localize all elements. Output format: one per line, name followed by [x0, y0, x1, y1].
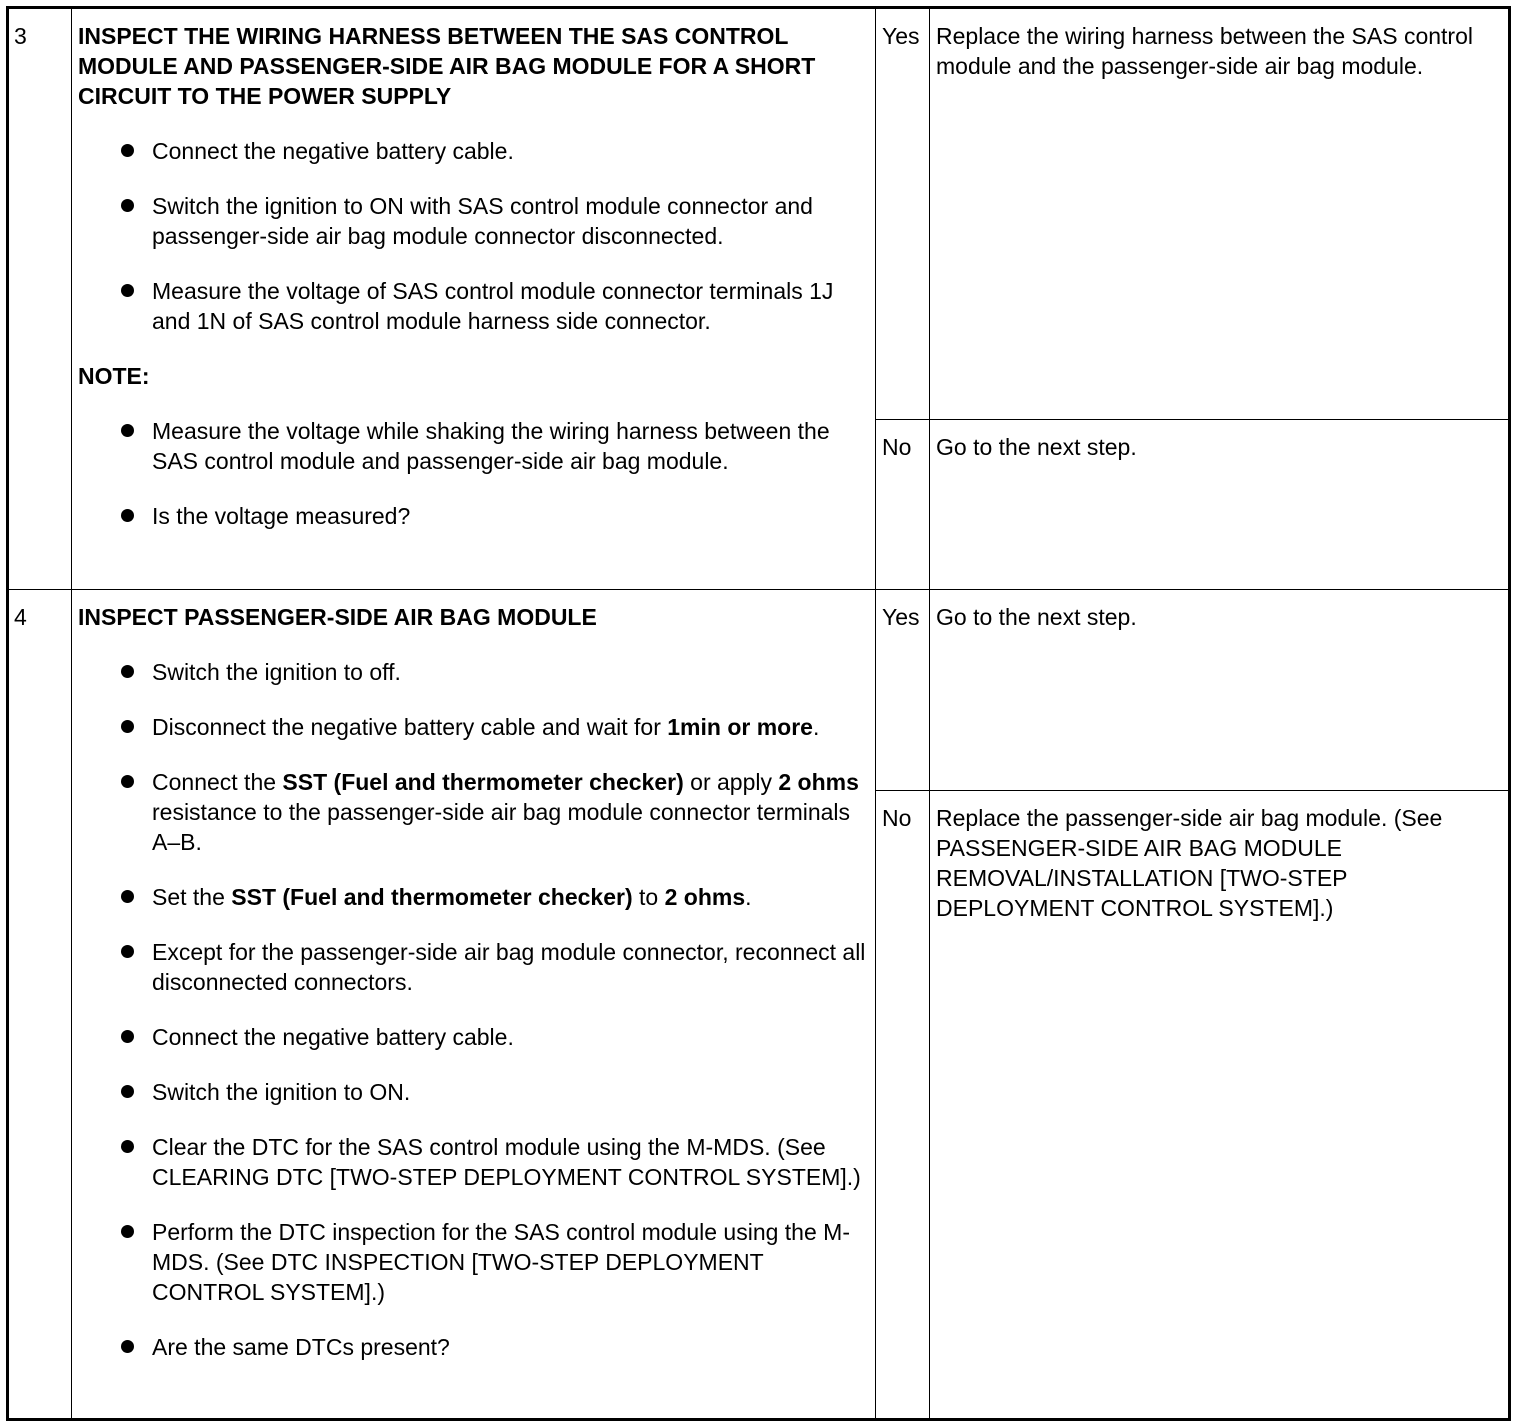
- no-label: No: [876, 791, 930, 1420]
- bullet-icon: [121, 509, 134, 522]
- list-item: [152, 1077, 867, 1107]
- no-label: No: [876, 420, 930, 590]
- bullet-text: Measure the voltage of SAS control module connector terminals 1J and 1N of SAS control module harness side connector.: [152, 278, 834, 334]
- bullet-icon: [121, 284, 134, 297]
- step-number: 4: [8, 590, 72, 1420]
- list-item: [152, 937, 867, 997]
- bullet-text: Disconnect the negative battery cable and wait for 1min or more.: [152, 714, 820, 740]
- bullet-icon: [121, 1340, 134, 1353]
- yes-action: Go to the next step.: [930, 590, 1510, 791]
- bullet-icon: [121, 775, 134, 788]
- list-item: [152, 276, 867, 336]
- bullet-icon: [121, 199, 134, 212]
- step-4-yes-row: [8, 590, 1510, 791]
- bullet-icon: [121, 665, 134, 678]
- bullet-icon: [121, 1225, 134, 1238]
- step-number: 3: [8, 8, 72, 590]
- list-item: [152, 191, 867, 251]
- bullet-icon: [121, 1140, 134, 1153]
- diagnostic-procedure-table: [6, 6, 1511, 1421]
- bullet-text: Is the voltage measured?: [152, 503, 411, 529]
- bullet-text: Switch the ignition to ON.: [152, 1079, 411, 1105]
- note-label: NOTE:: [78, 363, 150, 389]
- no-action: Go to the next step.: [930, 420, 1510, 590]
- bullet-text: Clear the DTC for the SAS control module using the M-MDS. (See CLEARING DTC [TWO-STEP DEPLOYMENT CONTROL SYSTEM].): [152, 1134, 861, 1190]
- bullet-icon: [121, 1030, 134, 1043]
- yes-action: Replace the wiring harness between the SAS control module and the passenger-side air bag module.: [930, 8, 1510, 420]
- bullet-text: Are the same DTCs present?: [152, 1334, 450, 1360]
- yes-label: Yes: [876, 8, 930, 420]
- bullet-icon: [121, 890, 134, 903]
- step-3-yes-row: [8, 8, 1510, 420]
- step-4-bullet-list: [78, 657, 867, 1362]
- list-item: [152, 767, 867, 857]
- list-item: [152, 712, 867, 742]
- bullet-text: Connect the negative battery cable.: [152, 1024, 514, 1050]
- list-item: [152, 136, 867, 166]
- bullet-text: Connect the negative battery cable.: [152, 138, 514, 164]
- bullet-icon: [121, 1085, 134, 1098]
- no-action: Replace the passenger-side air bag module. (See PASSENGER-SIDE AIR BAG MODULE REMOVAL/INSTALLATION [TWO-STEP DEPLOYMENT CONTROL SYSTEM].): [930, 791, 1510, 1420]
- step-title: INSPECT PASSENGER-SIDE AIR BAG MODULE: [78, 604, 597, 630]
- list-item: [152, 501, 867, 531]
- bullet-icon: [121, 945, 134, 958]
- list-item: [152, 416, 867, 476]
- step-title: INSPECT THE WIRING HARNESS BETWEEN THE SAS CONTROL MODULE AND PASSENGER-SIDE AIR BAG MODULE FOR A SHORT CIRCUIT TO THE POWER SUPPLY: [78, 23, 816, 109]
- list-item: [152, 657, 867, 687]
- bullet-text: Measure the voltage while shaking the wiring harness between the SAS control module and passenger-side air bag module.: [152, 418, 830, 474]
- bullet-text: Except for the passenger-side air bag module connector, reconnect all disconnected connectors.: [152, 939, 866, 995]
- step-3-bullet-list: [78, 136, 867, 336]
- bullet-text: Set the SST (Fuel and thermometer checker) to 2 ohms.: [152, 884, 752, 910]
- bullet-text: Switch the ignition to ON with SAS control module connector and passenger-side air bag module connector disconnected.: [152, 193, 813, 249]
- list-item: [152, 882, 867, 912]
- list-item: [152, 1022, 867, 1052]
- bullet-text: Connect the SST (Fuel and thermometer checker) or apply 2 ohms resistance to the passenger-side air bag module connector terminals A–B.: [152, 769, 859, 855]
- note-bullet-list: [78, 416, 867, 531]
- bullet-icon: [121, 720, 134, 733]
- list-item: [152, 1132, 867, 1192]
- bullet-icon: [121, 144, 134, 157]
- bullet-text: Switch the ignition to off.: [152, 659, 401, 685]
- step-4-action-cell: [72, 590, 876, 1420]
- list-item: [152, 1217, 867, 1307]
- yes-label: Yes: [876, 590, 930, 791]
- bullet-icon: [121, 424, 134, 437]
- list-item: [152, 1332, 867, 1362]
- bullet-text: Perform the DTC inspection for the SAS control module using the M-MDS. (See DTC INSPECTION [TWO-STEP DEPLOYMENT CONTROL SYSTEM].): [152, 1219, 850, 1305]
- step-3-action-cell: [72, 8, 876, 590]
